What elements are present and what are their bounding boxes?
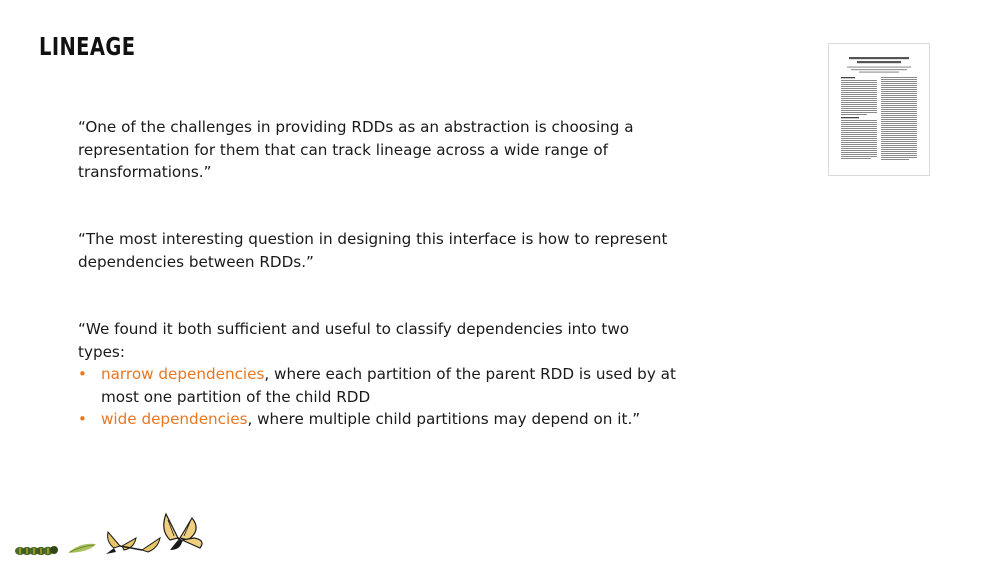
- wide-dependencies-term: wide dependencies: [101, 410, 248, 428]
- quote-dependencies: [78, 318, 678, 431]
- dependency-types-list: [78, 363, 678, 431]
- bullet-icon: •: [78, 410, 87, 428]
- bullet-icon: •: [78, 365, 87, 383]
- small-butterfly-icon: [106, 532, 160, 554]
- wide-dependencies-description: , where multiple child partitions may depend on it.”: [247, 410, 641, 428]
- caterpillar-to-butterfly-icon: [10, 508, 210, 558]
- narrow-dependencies-term: narrow dependencies: [101, 365, 265, 383]
- quote-dependencies-lead: “We found it both sufficient and useful to classify dependencies into two types:: [78, 320, 630, 361]
- narrow-dependencies-description: , where each partition of the parent RDD is used by at most one partition of the child RDD: [101, 365, 676, 406]
- list-item: [78, 363, 678, 408]
- paper-thumbnail-icon: [828, 43, 930, 176]
- caterpillar-icon: [15, 546, 58, 555]
- slide-title: LINEAGE: [39, 32, 136, 61]
- quote-challenges: “One of the challenges in providing RDDs as an abstraction is choosing a representation for them that can track lineage across a wide range of transformations.”: [78, 118, 634, 181]
- list-item: [78, 408, 678, 431]
- quote-interface: “The most interesting question in designing this interface is how to represent dependencies between RDDs.”: [78, 230, 668, 271]
- chrysalis-icon: [68, 544, 96, 553]
- butterfly-icon: [164, 514, 202, 550]
